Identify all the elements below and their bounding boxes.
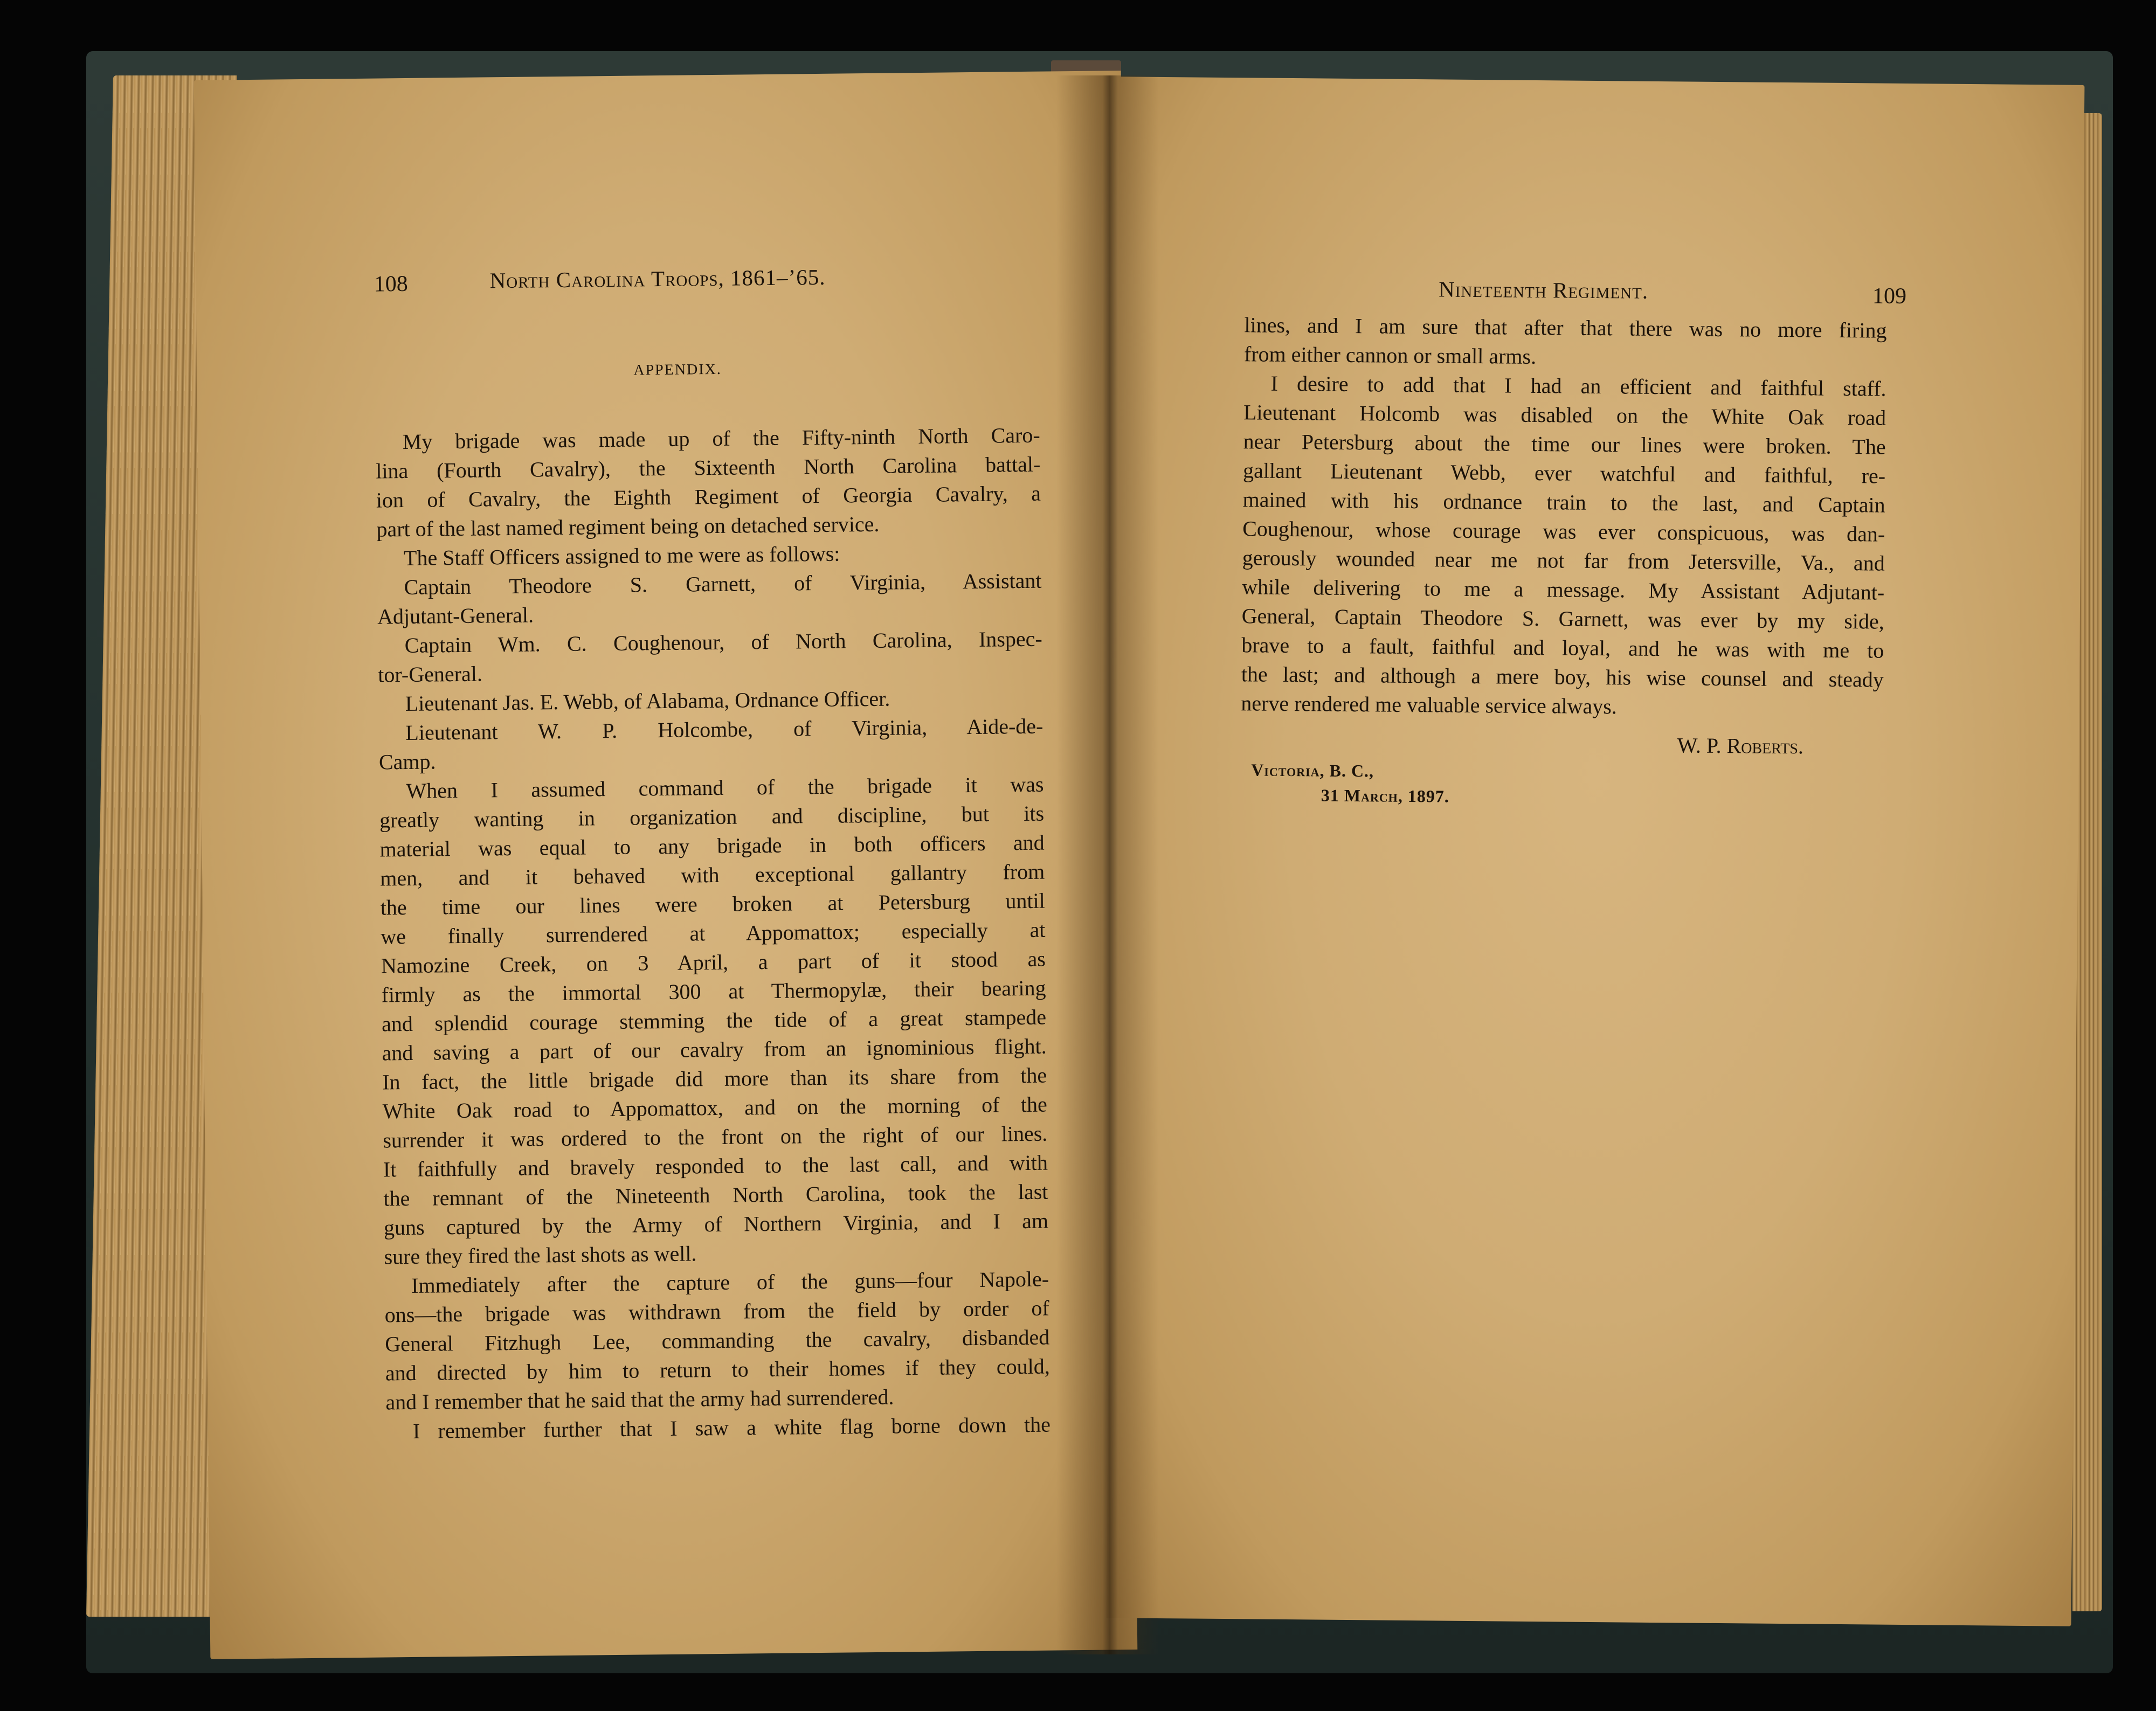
text-line: The Staff Officers assigned to me were as follows: — [403, 541, 840, 571]
text-line: near Petersburg about the time our lines were broken. The — [1243, 429, 1886, 459]
text-line: we finally surrendered at Appomattox; especially at — [381, 917, 1046, 949]
text-line: Captain Wm. C. Coughenour, of North Carolina, Inspec- — [404, 626, 1042, 658]
text-line: the remnant of the Nineteenth North Carolina, took the last — [383, 1179, 1048, 1211]
text-line: In fact, the little brigade did more than its share from the — [382, 1063, 1047, 1095]
text-line: Namozine Creek, on 3 April, a part of it stood as — [381, 946, 1046, 978]
left-running-header: North Carolina Troops, 1861–’65. — [489, 264, 826, 293]
text-line: My brigade was made up of the Fifty-ninth North Caro- — [402, 422, 1040, 454]
text-line: It faithfully and bravely responded to the last call, and with — [383, 1150, 1048, 1182]
text-line: Lieutenant Jas. E. Webb, of Alabama, Ordnance Officer. — [405, 686, 890, 716]
text-line: gerously wounded near me not far from Jetersville, Va., and — [1242, 545, 1885, 576]
signature: W. P. Roberts. — [1677, 733, 1804, 759]
date-line: 31 March, 1897. — [1321, 785, 1450, 806]
place-line: Victoria, B. C., — [1251, 760, 1374, 781]
book-gutter-shadow — [1056, 75, 1159, 1654]
text-line: Adjutant-General. — [377, 602, 534, 629]
text-line: surrender it was ordered to the front on the right of our lines. — [383, 1121, 1048, 1153]
text-line: Camp. — [378, 749, 436, 774]
text-line: ons—the brigade was withdrawn from the field by order of — [384, 1296, 1049, 1327]
text-line: When I assumed command of the brigade it was — [406, 772, 1044, 803]
text-line: the time our lines were broken at Petersburg until — [380, 888, 1045, 920]
left-page-body — [375, 421, 1051, 1446]
text-line: Lieutenant W. P. Holcombe, of Virginia, Aide-de- — [405, 714, 1044, 745]
text-line: Immediately after the capture of the guns—four Napole- — [411, 1266, 1049, 1298]
text-line: and splendid courage stemming the tide of a great stampede — [381, 1005, 1047, 1036]
text-line: men, and it behaved with exceptional gallantry from — [379, 859, 1045, 891]
text-line: sure they fired the last shots as well. — [384, 1241, 697, 1269]
text-line: gallant Lieutenant Webb, ever watchful and faithful, re- — [1242, 458, 1886, 488]
appendix-title: APPENDIX. — [633, 361, 722, 379]
text-line: lina (Fourth Cavalry), the Sixteenth North Carolina battal- — [376, 452, 1041, 483]
right-running-header: Nineteenth Regiment. — [1438, 276, 1649, 303]
text-line: I remember further that I saw a white flag borne down the — [412, 1412, 1051, 1443]
text-line: firmly as the immortal 300 at Thermopylæ, their bearing — [381, 975, 1046, 1007]
text-line: Captain Theodore S. Garnett, of Virginia, Assistant — [404, 568, 1042, 600]
text-line: General, Captain Theodore S. Garnett, was ever by my side, — [1241, 604, 1884, 634]
text-line: while delivering to me a message. My Assistant Adjutant- — [1242, 574, 1885, 605]
text-line: part of the last named regiment being on detached service. — [376, 511, 880, 542]
text-line: greatly wanting in organization and discipline, but its — [379, 801, 1045, 833]
text-line: brave to a fault, faithful and loyal, and he was with me to — [1241, 633, 1884, 663]
text-line: material was equal to any brigade in both officers and — [379, 830, 1045, 862]
text-line: nerve rendered me valuable service always. — [1241, 691, 1617, 719]
left-page — [194, 71, 1138, 1659]
text-line: tor-General. — [378, 661, 483, 687]
text-line: Coughenour, whose courage was ever conspicuous, was dan- — [1242, 516, 1885, 546]
left-page-number: 108 — [374, 271, 408, 297]
text-line: and saving a part of our cavalry from an ignominious flight. — [382, 1034, 1047, 1065]
text-line: mained with his ordnance train to the last, and Captain — [1242, 487, 1885, 517]
text-line: and I remember that he said that the army had surrendered. — [385, 1384, 894, 1415]
right-page-number: 109 — [1872, 283, 1907, 309]
text-line: and directed by him to return to their homes if they could, — [385, 1354, 1051, 1386]
text-line: from either cannon or small arms. — [1243, 342, 1537, 369]
text-line: lines, and I am sure that after that there was no more firing — [1244, 313, 1887, 343]
text-line: the last; and although a mere boy, his wise counsel and steady — [1241, 662, 1884, 692]
text-line: I desire to add that I had an efficient and faithful staff. — [1270, 371, 1887, 401]
text-line: Lieutenant Holcomb was disabled on the White Oak road — [1243, 400, 1887, 430]
text-line: ion of Cavalry, the Eighth Regiment of Georgia Cavalry, a — [376, 481, 1041, 512]
text-line: guns captured by the Army of Northern Virginia, and I am — [383, 1208, 1049, 1240]
right-page-body — [1241, 310, 1887, 723]
right-page — [1107, 77, 2085, 1626]
text-line: White Oak road to Appomattox, and on the morning of the — [382, 1092, 1047, 1124]
text-line: General Fitzhugh Lee, commanding the cavalry, disbanded — [385, 1325, 1050, 1356]
